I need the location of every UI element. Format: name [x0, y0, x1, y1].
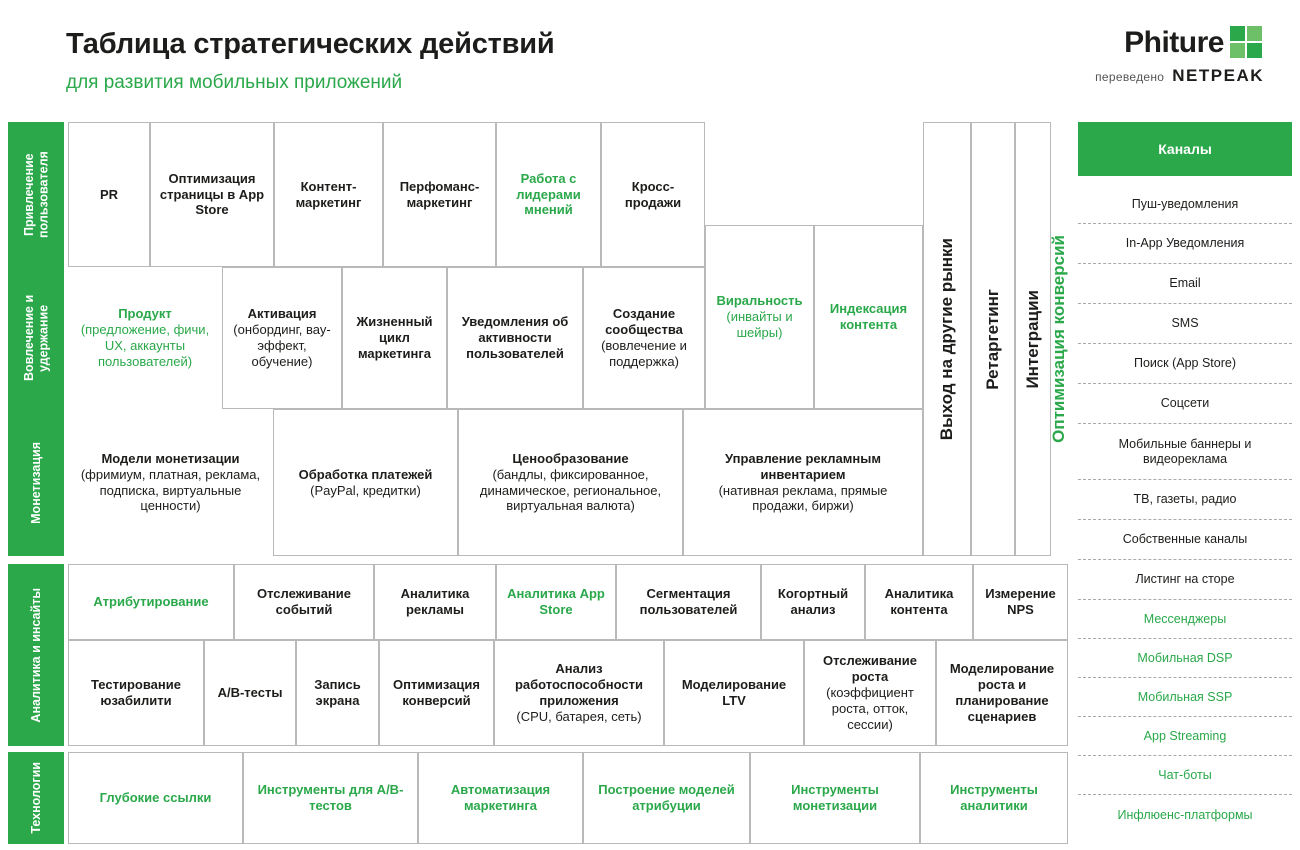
channels-header: Каналы [1078, 122, 1292, 176]
section-label-analytics [8, 564, 64, 746]
card-monetization-tools[interactable]: Инструменты монетизации [750, 752, 920, 844]
channel-item-sms[interactable]: SMS [1078, 304, 1292, 344]
card-attribution[interactable]: Атрибутирование [68, 564, 234, 640]
channel-item-chatbots[interactable]: Чат-боты [1078, 756, 1292, 795]
card-user-segmentation[interactable]: Сегментация пользователей [616, 564, 761, 640]
card-lifecycle-marketing[interactable]: Жизненный цикл маркетинга [342, 267, 447, 409]
card-content-marketing[interactable]: Контент-маркетинг [274, 122, 383, 267]
page-header [0, 0, 1300, 118]
section-label-acquisition [8, 122, 64, 267]
section-label-analytics-text: Аналитика и инсайты [28, 587, 43, 723]
channel-item-tv-press-radio[interactable]: ТВ, газеты, радио [1078, 480, 1292, 520]
card-ltv-modeling[interactable]: Моделирование LTV [664, 640, 804, 746]
card-content-indexation[interactable]: Индексация контента [814, 225, 923, 409]
channel-item-mobile-dsp[interactable]: Мобильная DSP [1078, 639, 1292, 678]
translated-by-label: переведено [1095, 70, 1165, 84]
card-ab-tests[interactable]: A/B-тесты [204, 640, 296, 746]
card-deep-links[interactable]: Глубокие ссылки [68, 752, 243, 844]
card-retargeting[interactable]: Ретаргетинг [971, 122, 1015, 556]
card-performance-marketing[interactable]: Перфоманс-маркетинг [383, 122, 496, 267]
channel-item-social[interactable]: Соцсети [1078, 384, 1292, 424]
card-ad-analytics[interactable]: Аналитика рекламы [374, 564, 496, 640]
section-label-technology [8, 752, 64, 844]
section-label-acquisition-text: Привлечение пользователя [21, 151, 50, 238]
card-market-expansion[interactable]: Выход на другие рынки [923, 122, 971, 556]
card-app-performance-analysis[interactable]: Анализ работоспособности приложения (CPU, батарея, сеть) [494, 640, 664, 746]
card-content-analytics[interactable]: Аналитика контента [865, 564, 973, 640]
card-pricing[interactable]: Ценообразование (бандлы, фиксированное, динамическое, региональное, виртуальная валюта) [458, 409, 683, 556]
card-cross-sales[interactable]: Кросс-продажи [601, 122, 705, 267]
channel-item-search[interactable]: Поиск (App Store) [1078, 344, 1292, 384]
card-ab-testing-tools[interactable]: Инструменты для A/B-тестов [243, 752, 418, 844]
brand-name: Phiture [1124, 26, 1224, 59]
card-usability-testing[interactable]: Тестирование юзабилити [68, 640, 204, 746]
matrix-board [8, 122, 1068, 844]
card-app-store-optimization[interactable]: Оптимизация страницы в App Store [150, 122, 274, 267]
card-influencers[interactable]: Работа с лидерами мнений [496, 122, 601, 267]
page-title: Таблица стратегических действий [66, 28, 555, 60]
channel-item-store-listing[interactable]: Листинг на сторе [1078, 560, 1292, 600]
card-product[interactable]: Продукт (предложение, фичи, UX, аккаунты пользователей) [68, 267, 222, 409]
card-conversion-optimization-analytics[interactable]: Оптимизация конверсий [379, 640, 494, 746]
channel-item-push[interactable]: Пуш-уведомления [1078, 186, 1292, 224]
card-cohort-analysis[interactable]: Когортный анализ [761, 564, 865, 640]
card-analytics-tools[interactable]: Инструменты аналитики [920, 752, 1068, 844]
channel-item-app-streaming[interactable]: App Streaming [1078, 717, 1292, 756]
section-label-engagement [8, 267, 64, 409]
card-event-tracking[interactable]: Отслеживание событий [234, 564, 374, 640]
section-label-engagement-text: Вовлечение и удержание [21, 294, 50, 382]
section-label-monetization-text: Монетизация [28, 441, 43, 524]
channel-item-email[interactable]: Email [1078, 264, 1292, 304]
card-integrations[interactable]: Интеграции [1015, 122, 1051, 556]
card-activity-notifications[interactable]: Уведомления об активности пользователей [447, 267, 583, 409]
card-screen-recording[interactable]: Запись экрана [296, 640, 379, 746]
channel-item-banners-video[interactable]: Мобильные баннеры и видеореклама [1078, 424, 1292, 480]
card-growth-modeling[interactable]: Моделирование роста и планирование сценариев [936, 640, 1068, 746]
translator-credit [1095, 66, 1264, 86]
card-activation[interactable]: Активация (онбординг, вау-эффект, обучение) [222, 267, 342, 409]
channel-item-messengers[interactable]: Мессенджеры [1078, 600, 1292, 639]
channel-item-inapp[interactable]: In-App Уведомления [1078, 224, 1292, 264]
card-app-store-analytics[interactable]: Аналитика App Store [496, 564, 616, 640]
translator-name: NETPEAK [1172, 66, 1264, 85]
card-virality[interactable]: Виральность (инвайты и шейры) [705, 225, 814, 409]
card-payment-processing[interactable]: Обработка платежей (PayPal, кредитки) [273, 409, 458, 556]
section-label-technology-text: Технологии [28, 762, 43, 834]
card-conversion-optimization[interactable]: Оптимизация конверсий [1049, 235, 1069, 443]
card-monetization-models[interactable]: Модели монетизации (фримиум, платная, реклама, подписка, виртуальные ценности) [68, 409, 273, 556]
channels-column [1078, 122, 1292, 844]
card-ad-inventory-management[interactable]: Управление рекламным инвентарием (нативная реклама, прямые продажи, биржи) [683, 409, 923, 556]
brand-logo-icon [1230, 26, 1264, 60]
section-label-monetization [8, 409, 64, 556]
card-pr[interactable]: PR [68, 122, 150, 267]
channel-item-owned[interactable]: Собственные каналы [1078, 520, 1292, 560]
brand-block [1095, 26, 1264, 86]
card-growth-tracking[interactable]: Отслеживание роста (коэффициент роста, отток, сессии) [804, 640, 936, 746]
card-nps-measurement[interactable]: Измерение NPS [973, 564, 1068, 640]
channel-item-influencer-platforms[interactable]: Инфлюенс-платформы [1117, 807, 1253, 822]
page-subtitle: для развития мобильных приложений [66, 72, 403, 93]
channel-item-mobile-ssp[interactable]: Мобильная SSP [1078, 678, 1292, 717]
card-community-building[interactable]: Создание сообщества (вовлечение и поддержка) [583, 267, 705, 409]
card-attribution-modeling-tools[interactable]: Построение моделей атрибуции [583, 752, 750, 844]
card-marketing-automation[interactable]: Автоматизация маркетинга [418, 752, 583, 844]
